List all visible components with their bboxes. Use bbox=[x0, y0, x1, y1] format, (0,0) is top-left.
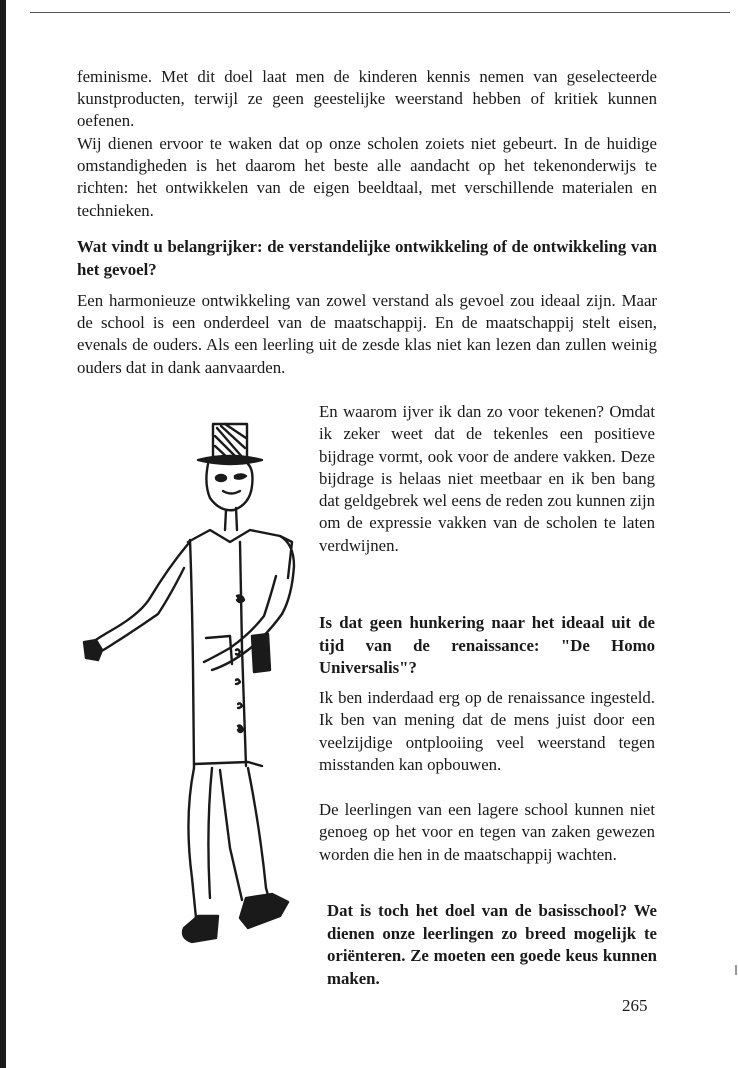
margin-mark bbox=[735, 965, 737, 975]
head-icon bbox=[206, 464, 252, 530]
paragraph-lagere-school: De leerlingen van een lagere school kunnen niet genoeg op het voor en tegen van zaken gewezen worden die hen in de maatschappij wachten. bbox=[319, 800, 655, 864]
top-rule bbox=[30, 12, 730, 13]
legs-icon bbox=[183, 768, 288, 942]
top-hat-icon bbox=[198, 424, 262, 464]
paragraph-renaissance: Ik ben inderdaad erg op de renaissance ingesteld. Ik ben van mening dat de mens juist door een veelzijdige ontplooiing veel weerstand tegen misstanden kan opbouwen. bbox=[319, 688, 655, 774]
page-number: 265 bbox=[622, 996, 648, 1015]
paragraph-feminisme: feminisme. Met dit doel laat men de kinderen kennis nemen van geselecteerde kunstproducten, terwijl ze geen geestelijke weerstand hebben of kritiek kunnen oefenen. bbox=[77, 67, 657, 131]
torso-coat-icon bbox=[188, 530, 292, 768]
child-drawing-illustration bbox=[80, 418, 304, 970]
paragraph-harmonieuze-ontwikkeling: Een harmonieuze ontwikkeling van zowel verstand als gevoel zou ideaal zijn. Maar de school is een onderdeel van de maatschappij. En de maatschappij stelt eisen, evenals de ouders. Als een leerling uit de zesde klas niet kan lezen dan zullen weinig ouders dat in dank aanvaarden. bbox=[77, 291, 657, 377]
question-verstand-gevoel: Wat vindt u belangrijker: de verstandelijke ontwikkeling of de ontwikkeling van het gevoel? bbox=[77, 237, 657, 279]
page-edge-shadow bbox=[0, 0, 6, 1068]
question-doel-basisschool: Dat is toch het doel van de basisschool? We dienen onze leerlingen zo breed mogelijk te oriënteren. Ze moeten een goede keus kunnen maken. bbox=[327, 901, 657, 988]
question-homo-universalis: Is dat geen hunkering naar het ideaal uit de tijd van de renaissance: "De Homo Universalis"? bbox=[319, 613, 655, 677]
paragraph-waarom-tekenen: En waarom ijver ik dan zo voor tekenen? Omdat ik zeker weet dat de tekenles een positieve bijdrage vormt, ook voor de andere vakken. Deze bijdrage is helaas niet meetbaar en ik ben bang dat geldgebrek wel eens de reden zou kunnen zijn om de expressie vakken van de scholen te laten verdwijnen. bbox=[319, 402, 655, 555]
paragraph-tekenonderwijs: Wij dienen ervoor te waken dat op onze scholen zoiets niet gebeurt. In de huidige omstandigheden is het daarom het beste alle aandacht op het tekenonderwijs te richten: het ontwikkelen van de eigen beeldtaal, met verschillende materialen en technieken. bbox=[77, 134, 657, 220]
